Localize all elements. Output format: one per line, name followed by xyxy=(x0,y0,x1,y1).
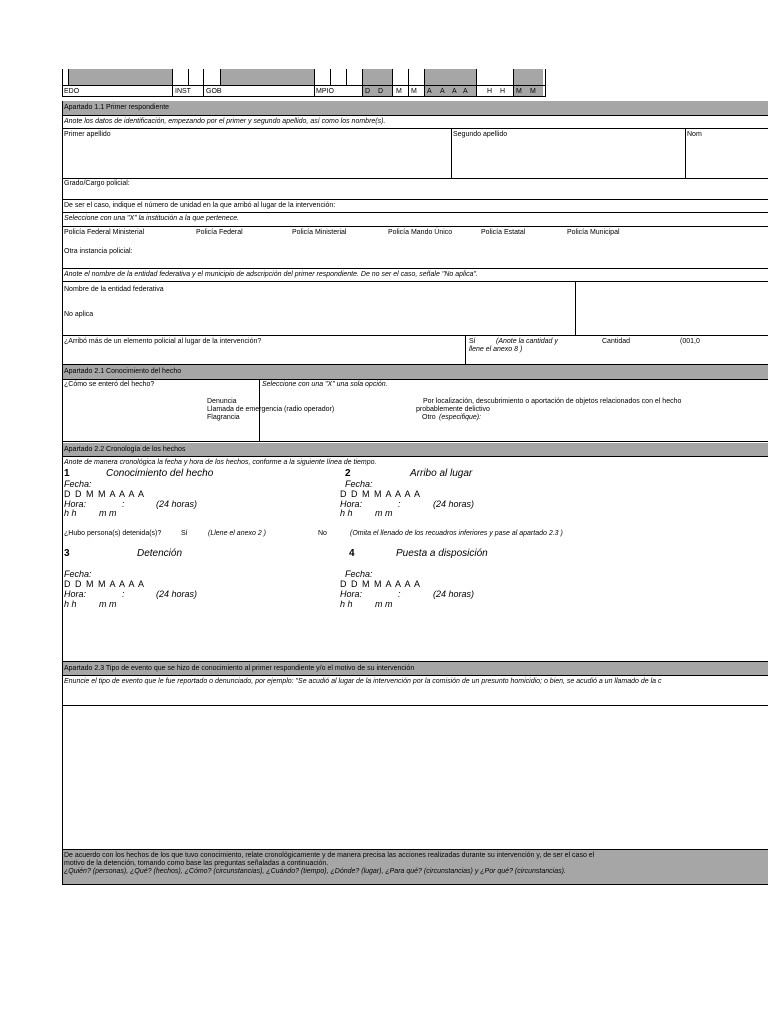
primer-apellido-label: Primer apellido xyxy=(64,131,111,138)
option-flagrancia[interactable]: Flagrancia xyxy=(207,414,240,421)
fecha-cells: D D M M A A A A xyxy=(340,579,422,589)
option-llamada[interactable]: Llamada de emergencia (radio operador) xyxy=(207,406,335,413)
arribo-question: ¿Arribó más de un elemento policial al lugar de la intervención? xyxy=(64,338,262,345)
hora-colon: : xyxy=(398,589,401,599)
option-federal-ministerial[interactable]: Policía Federal Ministerial xyxy=(64,229,145,236)
segundo-apellido-label: Segundo apellido xyxy=(453,131,508,138)
hora-label: Hora: xyxy=(340,499,363,509)
fecha-label: Fecha: xyxy=(64,569,92,579)
mm-label: m m xyxy=(99,599,117,609)
horas24-label: (24 horas) xyxy=(156,499,198,509)
hh-label: h h xyxy=(64,599,77,609)
hora-colon: : xyxy=(122,499,125,509)
evento-instruction: Enuncie el tipo de evento que le fue reportado o denunciado, por ejemplo: "Se acudió al lugar de la intervención por la comisión de un presunto homicidio; o bien, se acudió a un llamado de la c xyxy=(64,678,662,685)
block-number: 4 xyxy=(349,548,355,559)
detenidos-no[interactable]: No xyxy=(318,530,327,537)
llene-anexo-8: llene el anexo 8 ) xyxy=(469,346,523,353)
option-municipal[interactable]: Policía Municipal xyxy=(567,229,620,236)
relato-instruction: De acuerdo con los hechos de los que tuvo conocimiento, relate cronológicamente y de manera precisa las acciones realizadas durante su intervención y, de ser el caso el xyxy=(64,852,595,859)
hora-colon: : xyxy=(398,499,401,509)
option-mando-unico[interactable]: Policía Mando Único xyxy=(388,229,453,236)
block-title: Conocimiento del hecho xyxy=(106,468,214,479)
cronologia-instruction: Anote de manera cronológica la fecha y hora de los hechos, conforme a la siguiente línea de tiempo. xyxy=(64,459,377,466)
block-number: 3 xyxy=(64,548,70,559)
block-title: Detención xyxy=(137,548,183,559)
si-option[interactable]: Sí xyxy=(469,338,476,345)
hh-label: h h xyxy=(64,508,77,518)
date-cell: D xyxy=(378,88,384,95)
section-title: Apartado 2.3 Tipo de evento que se hizo de conocimiento al primer respondiente y/o el motivo de su intervención xyxy=(64,665,415,672)
inst-label: INST xyxy=(175,88,191,95)
block-number: 1 xyxy=(64,468,70,479)
date-cell: A xyxy=(452,88,457,95)
date-cell: A xyxy=(440,88,445,95)
localizacion-cont: probablemente delictivo xyxy=(416,406,490,413)
option-denuncia[interactable]: Denuncia xyxy=(207,398,237,405)
no-aplica-text: No aplica xyxy=(64,311,94,318)
option-federal[interactable]: Policía Federal xyxy=(196,229,243,236)
block-title: Arribo al lugar xyxy=(410,468,473,479)
fecha-cells: D D M M A A A A xyxy=(64,579,146,589)
hora-label: Hora: xyxy=(64,589,87,599)
date-cell: D xyxy=(365,88,371,95)
seleccione-opcion: Seleccione con una "X" una sola opción. xyxy=(262,381,388,388)
narrative-area[interactable] xyxy=(63,706,768,849)
block-number: 2 xyxy=(345,468,351,479)
instruction-text: Anote los datos de identificación, empezando por el primer y segundo apellido, así como los nombre(s). xyxy=(64,118,386,125)
hh-label: h h xyxy=(340,508,353,518)
cantidad-label: Cantidad xyxy=(602,338,631,345)
option-otro[interactable]: Otro xyxy=(422,414,436,421)
relato-instruction-cont: motivo de la detención, tomando como base las preguntas señaladas a continuación. xyxy=(64,860,329,867)
grado-label: Grado/Cargo policial: xyxy=(64,180,130,187)
mm-label: m m xyxy=(375,599,393,609)
mm-label: m m xyxy=(375,508,393,518)
anote-cantidad: (Anote la cantidad y xyxy=(496,338,558,345)
entidad-label: Nombre de la entidad federativa xyxy=(64,286,164,293)
detenidos-si[interactable]: Sí xyxy=(181,530,188,537)
option-estatal[interactable]: Policía Estatal xyxy=(481,229,526,236)
mpio-label: MPIO xyxy=(316,88,334,95)
date-cell: A xyxy=(463,88,468,95)
edo-label: EDO xyxy=(64,88,80,95)
nombre-label: Nom xyxy=(687,131,702,138)
date-cell: A xyxy=(427,88,432,95)
llene-anexo-2: (Llene el anexo 2 ) xyxy=(208,530,266,537)
time-cell: M xyxy=(530,88,536,95)
time-cell: H xyxy=(500,88,506,95)
section-title: Apartado 2.2 Cronología de los hechos xyxy=(64,446,186,453)
cantidad-range: (001,0 xyxy=(680,338,700,345)
form-left-border xyxy=(62,101,63,884)
mm-label: m m xyxy=(99,508,117,518)
horas24-label: (24 horas) xyxy=(433,499,475,509)
block-title: Puesta a disposición xyxy=(396,548,488,559)
fecha-label: Fecha: xyxy=(64,479,92,489)
omita-text: (Omita el llenado de los recuadros inferiores y pase al apartado 2.3 ) xyxy=(350,530,563,537)
hh-label: h h xyxy=(340,599,353,609)
fecha-label: Fecha: xyxy=(345,479,373,489)
especifique-label: (especifique): xyxy=(439,414,482,421)
otra-instancia-label: Otra instancia policial: xyxy=(64,248,133,255)
como-pregunta: ¿Cómo se enteró del hecho? xyxy=(64,381,155,388)
fecha-cells: D D M M A A A A xyxy=(64,489,146,499)
time-cell: H xyxy=(487,88,493,95)
fecha-cells: D D M M A A A A xyxy=(340,489,422,499)
unidad-label: De ser el caso, indique el número de unidad en la que arribó al lugar de la intervención: xyxy=(64,202,336,209)
detenidos-question: ¿Hubo persona(s) detenida(s)? xyxy=(64,530,162,537)
relato-preguntas: ¿Quién? (personas), ¿Qué? (hechos), ¿Cómo? (circunstancias), ¿Cuándo? (tiempo), ¿Dónde? (lugar), ¿Para qué? (circunstancias) y ¿Por qué? (circunstancias). xyxy=(64,868,566,875)
hora-label: Hora: xyxy=(340,589,363,599)
date-cell: M xyxy=(396,88,402,95)
horas24-label: (24 horas) xyxy=(156,589,198,599)
seleccione-text: Seleccione con una "X" la institución a la que pertenece. xyxy=(64,215,240,222)
section-title: Apartado 2.1 Conocimiento del hecho xyxy=(64,368,182,375)
time-cell: M xyxy=(516,88,522,95)
option-ministerial[interactable]: Policía Ministerial xyxy=(292,229,347,236)
gob-label: GOB xyxy=(206,88,222,95)
section-title: Apartado 1.1 Primer respondiente xyxy=(64,104,170,111)
option-localizacion[interactable]: Por localización, descubrimiento o aportación de objetos relacionados con el hecho xyxy=(423,398,682,405)
date-cell: M xyxy=(411,88,417,95)
entidad-instruction: Anote el nombre de la entidad federativa y el municipio de adscripción del primer respondiente. De no ser el caso, señale "No aplica". xyxy=(64,271,478,278)
fecha-label: Fecha: xyxy=(345,569,373,579)
horas24-label: (24 horas) xyxy=(433,589,475,599)
hora-label: Hora: xyxy=(64,499,87,509)
hora-colon: : xyxy=(122,589,125,599)
